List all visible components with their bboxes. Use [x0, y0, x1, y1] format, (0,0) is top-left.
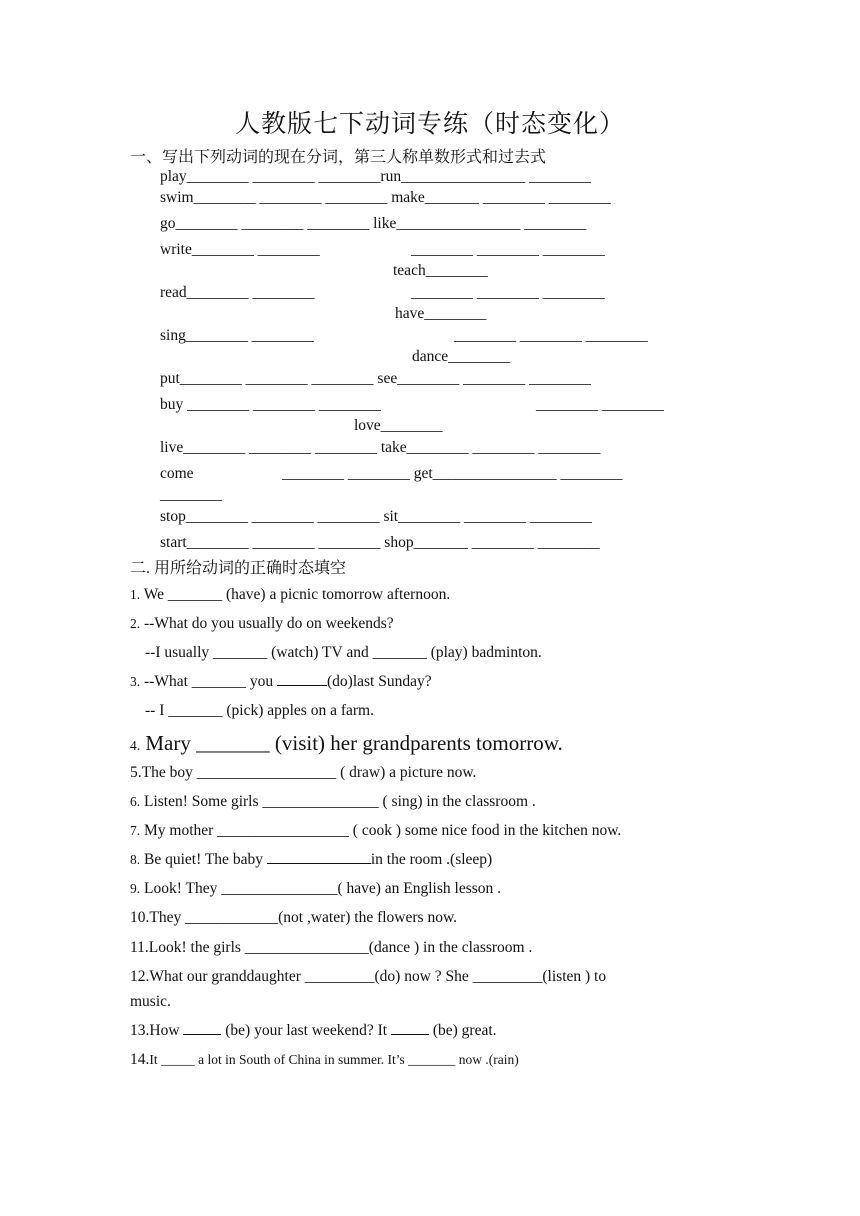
verb-row: put________ ________ ________ see________ ________ ________ [160, 370, 591, 387]
verb-row: swim________ ________ ________ make_______ ________ ________ [160, 189, 611, 206]
verb-row: write________ ________ [160, 241, 320, 258]
question-text: Look! They _______________( have) an English lesson . [140, 880, 502, 897]
question-text: My mother _________________ ( cook ) some nice food in the kitchen now. [140, 822, 622, 839]
question-number: 9. [130, 881, 141, 896]
question-10: 10.They ____________(not ,water) the flowers now. [130, 909, 458, 926]
section2-heading: 二. 用所给动词的正确时态填空 [130, 560, 347, 577]
question-number: 7. [130, 823, 141, 838]
question-3-answer: -- I _______ (pick) apples on a farm. [145, 702, 374, 719]
question-text: Be quiet! The baby [140, 851, 267, 868]
verb-row: play________ ________ ________run________________ ________ [160, 168, 591, 185]
question-number: 2. [130, 616, 141, 631]
question-text: We _______ (have) a picnic tomorrow afternoon. [140, 586, 451, 603]
question-number: 4. [130, 738, 141, 753]
question-1 [130, 586, 450, 604]
question-5: 5.The boy __________________ ( draw) a picture now. [130, 764, 477, 781]
question-7 [130, 822, 621, 840]
answer-blank [267, 851, 371, 864]
question-number: 14. [130, 1051, 150, 1068]
page-title: 人教版七下动词专练（时态变化） [234, 111, 625, 138]
question-text: in the room .(sleep) [370, 851, 493, 868]
verb-row: teach________ [393, 262, 488, 279]
verb-row: ________ [160, 486, 222, 503]
verb-row: ________ ________ get________________ ________ [282, 465, 623, 482]
question-text: Listen! Some girls _______________ ( sing) in the classroom . [140, 793, 536, 810]
verb-row: read________ ________ [160, 284, 315, 301]
verb-row: come [160, 465, 194, 482]
question-6 [130, 793, 536, 811]
question-text: (be) great. [428, 1022, 497, 1039]
question-12-cont: music. [130, 993, 171, 1010]
question-text: --What _______ you [140, 673, 278, 690]
verb-row: have________ [395, 305, 487, 322]
question-8 [130, 851, 492, 869]
answer-blank [391, 1022, 429, 1035]
question-12: 12.What our granddaughter _________(do) now ? She _________(listen ) to [130, 968, 607, 985]
question-text: (do)last Sunday? [327, 673, 432, 690]
answer-blank [183, 1022, 221, 1035]
section1-heading: 一、写出下列动词的现在分词，第三人称单数形式和过去式 [130, 149, 547, 166]
verb-row: ________ ________ ________ [454, 327, 648, 344]
verb-row: love________ [354, 417, 443, 434]
verb-row: sing________ ________ [160, 327, 314, 344]
question-2 [130, 615, 394, 633]
question-3 [130, 673, 432, 691]
question-text: Mary _______ (visit) her grandparents tomorrow. [140, 731, 563, 755]
verb-row: ________ ________ ________ [411, 284, 605, 301]
question-text: It _____ a lot in South of China in summer. It’s _______ now .(rain) [149, 1052, 519, 1067]
question-number: 3. [130, 674, 141, 689]
verb-row: buy ________ ________ ________ [160, 396, 381, 413]
question-14 [130, 1051, 519, 1069]
question-11: 11.Look! the girls ________________(dance ) in the classroom . [130, 939, 533, 956]
question-4 [130, 731, 563, 756]
question-number: 1. [130, 587, 141, 602]
verb-row: stop________ ________ ________ sit________ ________ ________ [160, 508, 592, 525]
verb-row: go________ ________ ________ like________________ ________ [160, 215, 587, 232]
question-2-answer: --I usually _______ (watch) TV and _______ (play) badminton. [145, 644, 542, 661]
question-text: (be) your last weekend? It [221, 1022, 391, 1039]
verb-row: dance________ [412, 348, 511, 365]
verb-row: start________ ________ ________ shop_______ ________ ________ [160, 534, 600, 551]
question-number: 6. [130, 794, 141, 809]
question-13 [130, 1022, 497, 1040]
question-number: 8. [130, 852, 141, 867]
question-text: --What do you usually do on weekends? [140, 615, 394, 632]
question-text: 13.How [130, 1022, 184, 1039]
question-9 [130, 880, 501, 898]
verb-row: live________ ________ ________ take________ ________ ________ [160, 439, 601, 456]
verb-row: ________ ________ ________ [411, 241, 605, 258]
verb-row: ________ ________ [536, 396, 664, 413]
answer-blank [277, 673, 327, 686]
